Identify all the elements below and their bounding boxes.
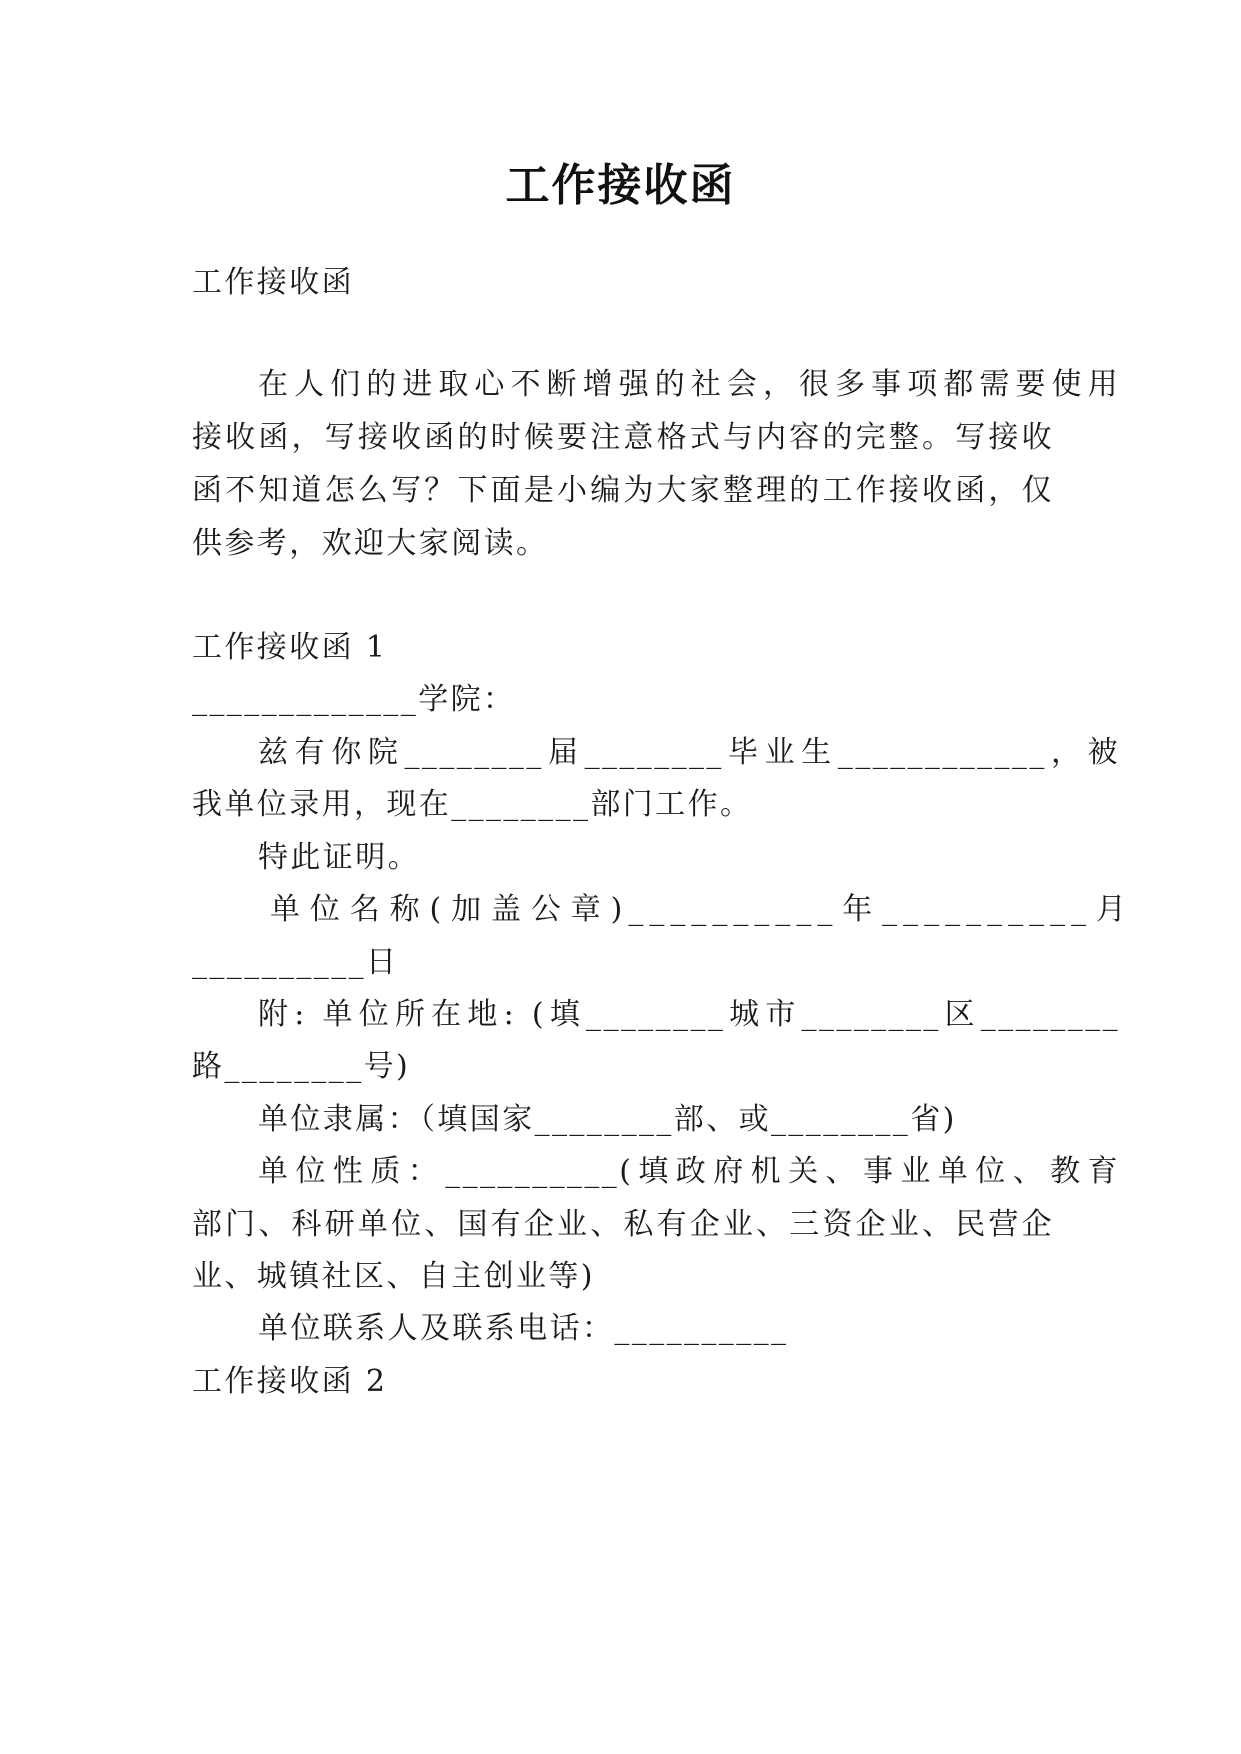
letter-1-body-line: 我单位录用，现在________部门工作。 (192, 787, 753, 822)
intro-paragraph-line: 接收函，写接收函的时候要注意格式与内容的完整。写接收 (192, 420, 1054, 455)
letter-1-signature-line: 单位名称(加盖公章)__________年__________月 (270, 892, 1132, 927)
letter-1-affiliation: 单位隶属：（填国家________部、或________省) (258, 1102, 957, 1137)
intro-paragraph-line: 函不知道怎么写？下面是小编为大家整理的工作接收函，仅 (192, 473, 1054, 508)
letter-1-location-line: 附: 单位所在地: (填________城市________区________ (258, 997, 1120, 1032)
letter-1-heading: 工作接收函 1 (192, 630, 388, 665)
intro-paragraph-line: 供参考，欢迎大家阅读。 (192, 526, 549, 561)
section-heading: 工作接收函 (192, 265, 354, 300)
letter-1-addressee: _____________学院： (192, 682, 516, 717)
letter-1-signature-line: __________日 (192, 945, 399, 980)
letter-1-body-line: 兹有你院________届________毕业生____________，被 (258, 735, 1120, 770)
letter-1-nature-line: 部门、科研单位、国有企业、私有企业、三资企业、民营企 (192, 1207, 1054, 1242)
letter-2-heading: 工作接收函 2 (192, 1364, 388, 1399)
letter-1-location-line: 路________号) (192, 1049, 411, 1084)
document-title: 工作接收函 (505, 160, 736, 211)
letter-1-contact: 单位联系人及联系电话：__________ (258, 1311, 789, 1346)
letter-1-certify: 特此证明。 (258, 840, 420, 875)
letter-1-nature-line: 单位性质：__________(填政府机关、事业单位、教育 (258, 1154, 1120, 1189)
intro-paragraph-line: 在人们的进取心不断增强的社会，很多事项都需要使用 (258, 367, 1120, 402)
letter-1-nature-line: 业、城镇社区、自主创业等) (192, 1259, 595, 1294)
